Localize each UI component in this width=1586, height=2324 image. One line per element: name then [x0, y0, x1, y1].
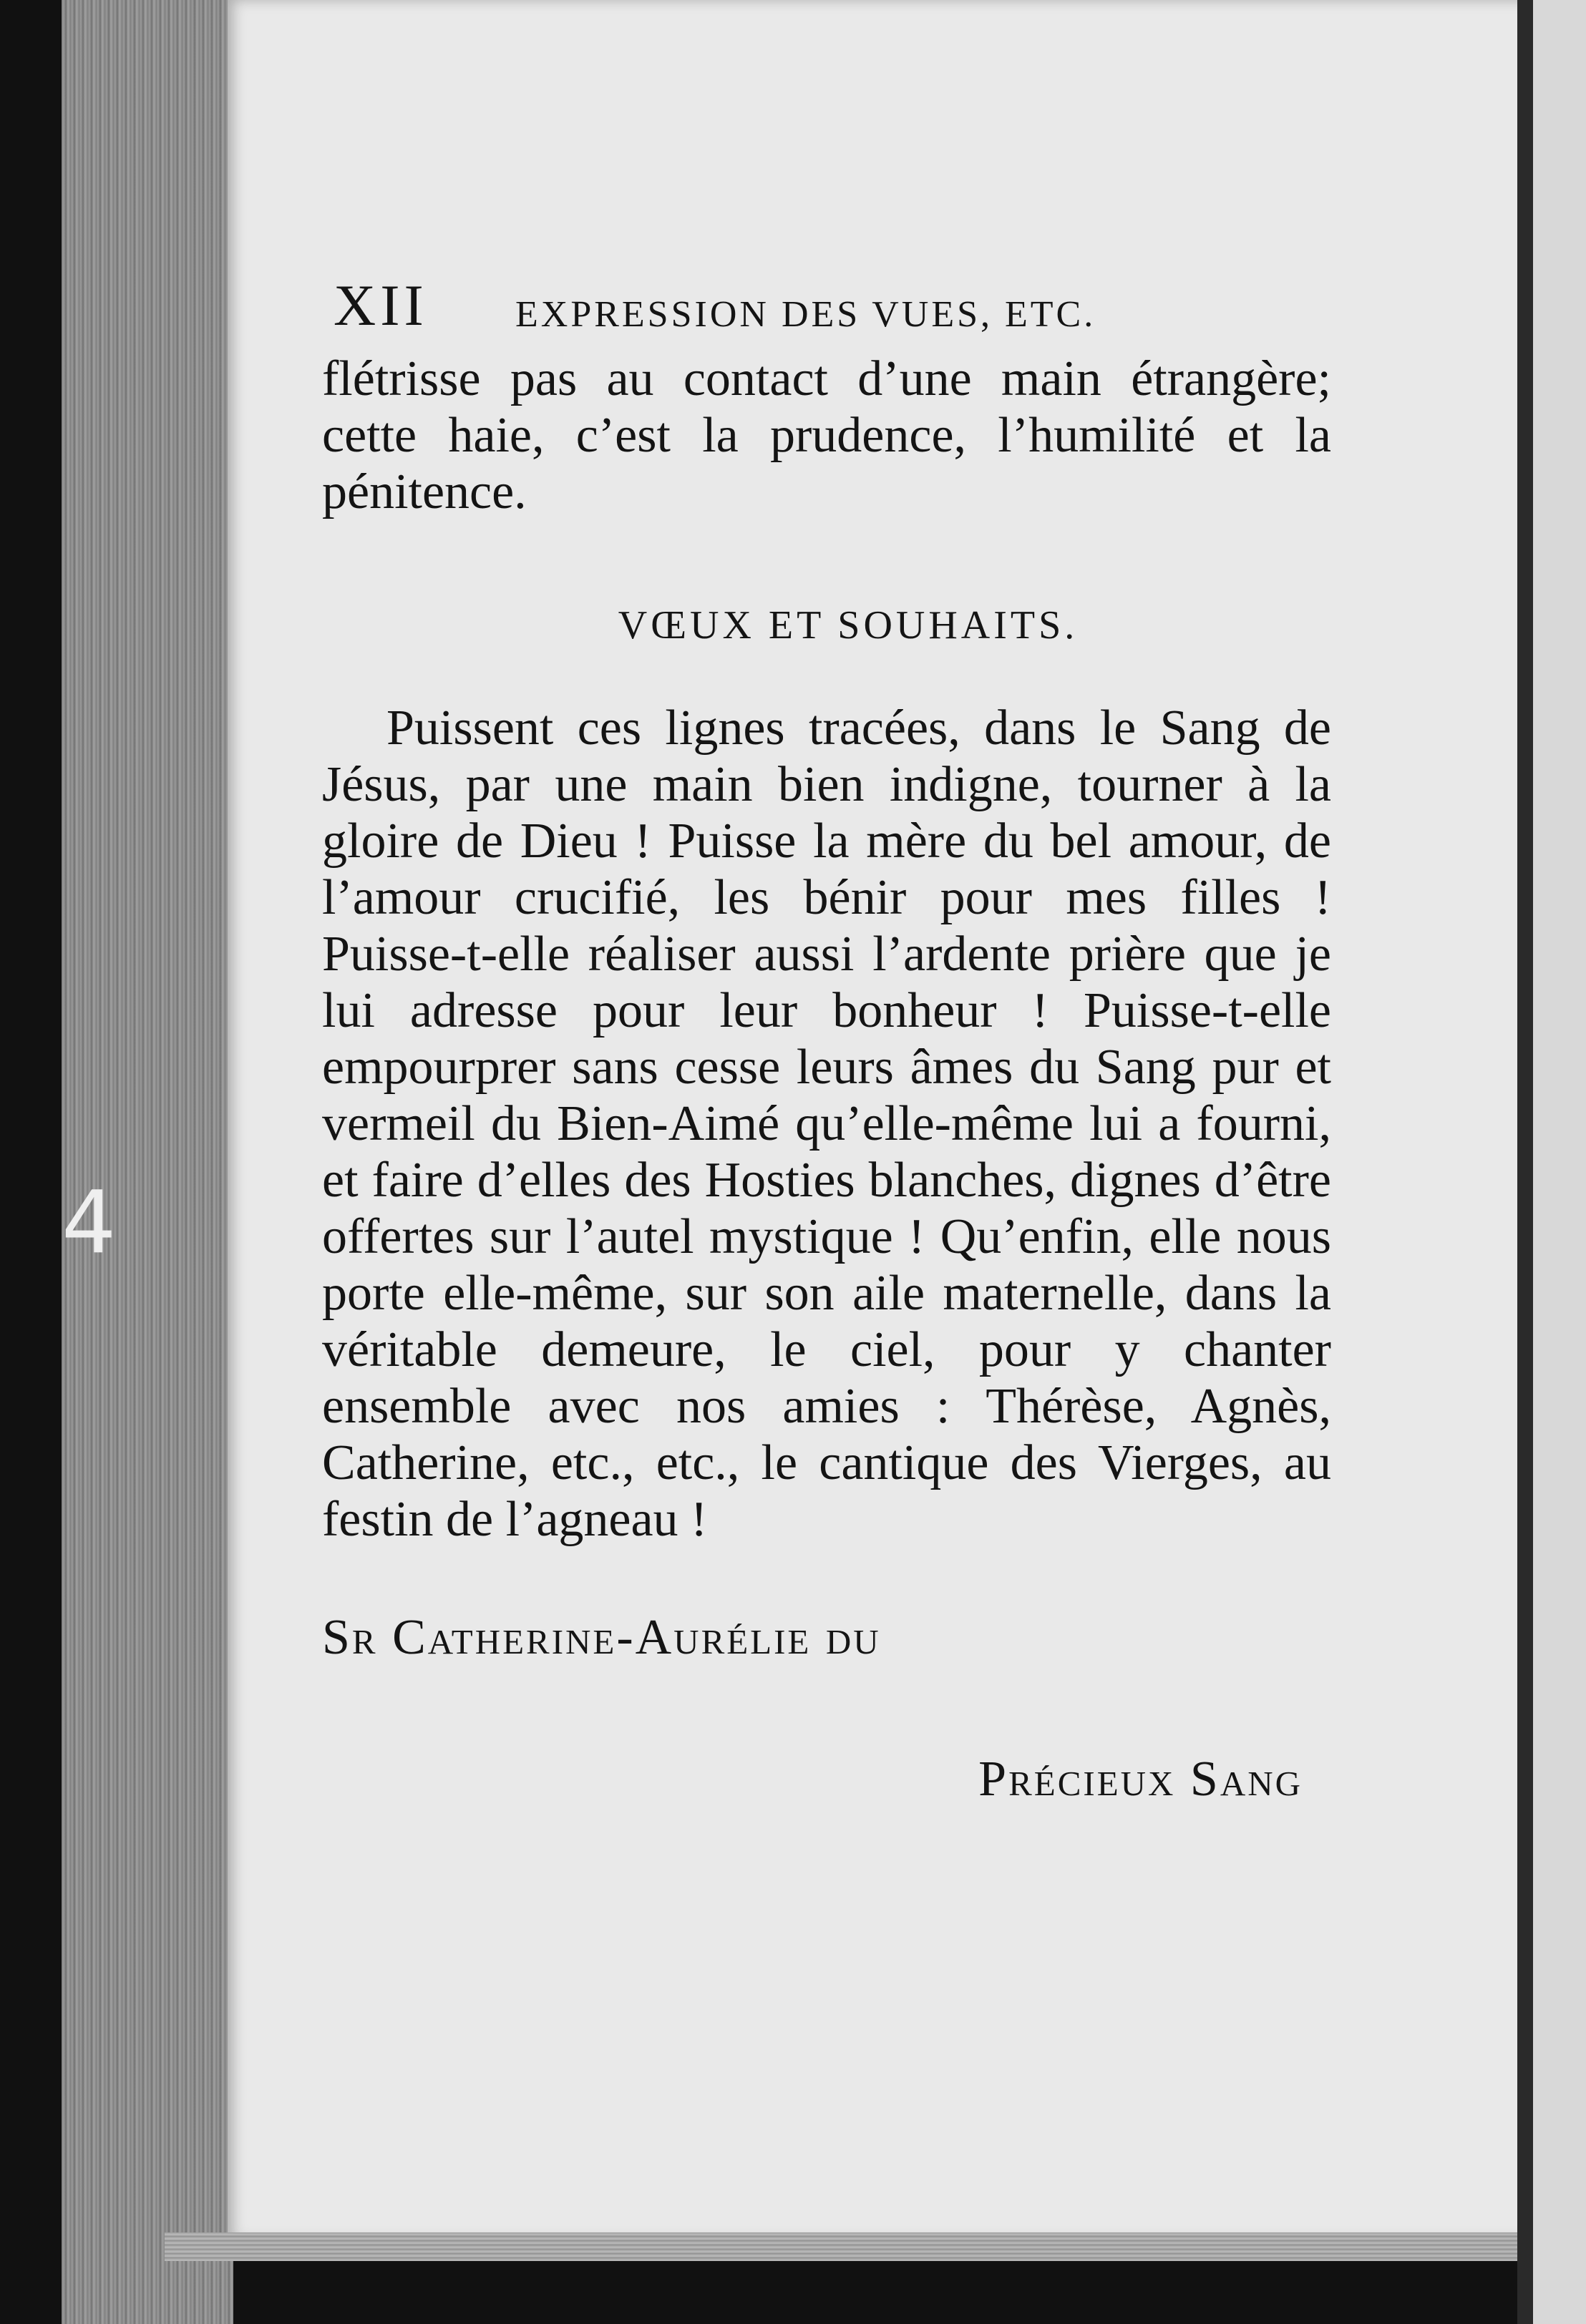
paragraph-main: Puissent ces lignes tracées, dans le Sang de Jésus, par une main bien indigne, tourner à la gloire de Dieu ! Puisse la mère du bel amour, de l’amour crucifié, les bénir pour mes filles ! Puisse-t-elle réaliser aussi l’ardente prière que je lui adresse pour leur bonheur ! Puisse-t-elle empourprer sans cesse leurs âmes du Sang pur et vermeil du Bien-Aimé qu’elle-même lui a fourni, et faire d’elles des Hosties blanches, dignes d’être offertes sur l’autel mystique ! Qu’enfin, elle nous porte elle-même, sur son aile maternelle, dans la véritable demeure, le ciel, pour y chanter ensemble avec nos amies : Thérèse, Agnès, Catherine, etc., etc., le cantique des Vierges, au festin de l’agneau ! — [322, 700, 1331, 1547]
section-heading: VŒUX ET SOUHAITS. — [618, 603, 1079, 648]
gutter-shadow — [1517, 0, 1533, 2324]
facing-page-edge — [1533, 0, 1586, 2324]
signature-line-2: Précieux Sang — [978, 1752, 1303, 1807]
page-stack-bottom — [165, 2232, 1524, 2261]
running-head — [322, 272, 1331, 351]
page-stack-edge — [62, 0, 233, 2324]
page-number: XII — [334, 273, 428, 338]
signature-line-1: Sr Catherine-Aurélie du — [322, 1610, 881, 1665]
page-content — [322, 272, 1331, 1808]
running-title: EXPRESSION DES VUES, ETC. — [515, 294, 1096, 335]
paragraph-top: flétrisse pas au contact d’une main étrangère; cette haie, c’est la prudence, l’humilité et la pénitence. — [322, 351, 1331, 519]
margin-mark: 4 — [62, 1173, 117, 1273]
